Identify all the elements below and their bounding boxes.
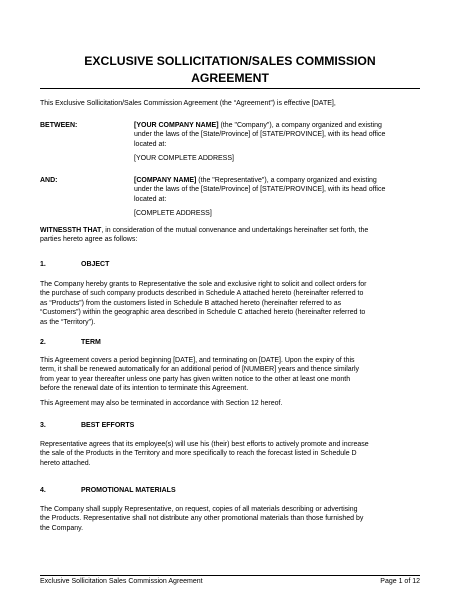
paragraph-line: “Customers”) within the geographic area described in Schedule C attached hereto (hereinafter referred to [40, 309, 366, 317]
paragraph-line: This Agreement may also be terminated in accordance with Section 12 hereof. [40, 400, 283, 407]
witnesseth-bold: WITNESSTH THAT [40, 227, 102, 234]
between-desc-line-2: under the laws of the [State/Province] of [STATE/PROVINCE], with its head office [134, 131, 386, 139]
paragraph-line: before the renewal date of its intention to terminate this Agreement. [40, 385, 249, 393]
footer-page-number: Page 1 of 12 [380, 578, 420, 585]
section-1-title: OBJECT [81, 261, 110, 268]
between-address: [YOUR COMPLETE ADDRESS] [134, 155, 234, 162]
section-4-paragraph-1 [40, 505, 420, 533]
paragraph-line: from year to year thereafter unless one party has given written notice to the other at least one month [40, 375, 351, 383]
section-4-title: PROMOTIONAL MATERIALS [81, 487, 176, 494]
and-company-name: [COMPANY NAME] [134, 177, 197, 184]
paragraph-line: hereto attached. [40, 459, 91, 467]
title-line-1: EXCLUSIVE SOLLICITATION/SALES COMMISSION [84, 54, 376, 68]
witnesseth-line-2: parties hereto agree as follows: [40, 236, 138, 244]
section-2-paragraph-2 [40, 399, 420, 408]
between-label: BETWEEN: [40, 122, 78, 129]
paragraph-line: term, it shall be renewed automatically for an additional period of [NUMBER] years and thence similarly [40, 366, 360, 374]
section-3-number: 3. [40, 422, 46, 429]
paragraph-line: This Agreement covers a period beginning [DATE], and terminating on [DATE]. Upon the expiry of this [40, 357, 355, 364]
between-desc-line-3: located at: [134, 140, 167, 148]
paragraph-line: the Company. [40, 524, 84, 532]
paragraph-line: The Company shall supply Representative, on request, copies of all materials describing or advertising [40, 506, 358, 513]
section-1-paragraph-1 [40, 280, 420, 327]
section-3-paragraph-1 [40, 440, 420, 468]
paragraph-line: Representative agrees that its employee(s) will use his (their) best efforts to actively promote and increase [40, 441, 369, 448]
witnesseth-line-1: , in consideration of the mutual convenance and undertakings hereinafter set forth, the [101, 227, 369, 234]
and-desc-line-2: under the laws of the [State/Province] of [STATE/PROVINCE], with its head office [134, 186, 386, 194]
footer-document-title: Exclusive Sollicitation Sales Commission Agreement [40, 578, 203, 585]
and-label: AND: [40, 177, 58, 184]
between-party [134, 121, 420, 149]
title-line-2: AGREEMENT [191, 71, 269, 85]
section-2-number: 2. [40, 339, 46, 346]
between-company-name: [YOUR COMPANY NAME] [134, 122, 219, 129]
paragraph-line: The Company hereby grants to Representative the sole and exclusive right to solicit and collect orders for [40, 281, 367, 288]
paragraph-line: the Products. Representative shall not distribute any other promotional materials than those furnished by [40, 515, 364, 523]
and-desc-line-3: located at: [134, 195, 167, 203]
paragraph-line: as the “Territory”). [40, 318, 96, 326]
and-address: [COMPLETE ADDRESS] [134, 210, 212, 217]
paragraph-line: the purchase of such company products described in Schedule A attached hereto (hereinafter referred to [40, 290, 364, 298]
section-2-title: TERM [81, 339, 101, 346]
document-title [40, 53, 420, 87]
paragraph-line: the sale of the Products in the Territory and more specifically to reach the forecast listed in Schedule D [40, 450, 357, 458]
section-3-title: BEST EFFORTS [81, 422, 135, 429]
section-1-number: 1. [40, 261, 46, 268]
between-desc-line-1: (the "Company"), a company organized and existing [218, 122, 382, 129]
paragraph-line: as “Products”) from the customers listed in Schedule B attached hereto (hereinafter referred to as [40, 299, 342, 307]
section-2-paragraph-1 [40, 356, 420, 394]
and-desc-line-1: (the "Representative"), a company organized and existing [196, 177, 377, 184]
title-divider [40, 88, 420, 89]
and-party [134, 176, 420, 204]
footer-divider [40, 575, 420, 576]
section-4-number: 4. [40, 487, 46, 494]
witnesseth-paragraph [40, 226, 420, 245]
intro-paragraph: This Exclusive Sollicitation/Sales Commission Agreement (the “Agreement”) is effective [DATE], [40, 100, 336, 107]
